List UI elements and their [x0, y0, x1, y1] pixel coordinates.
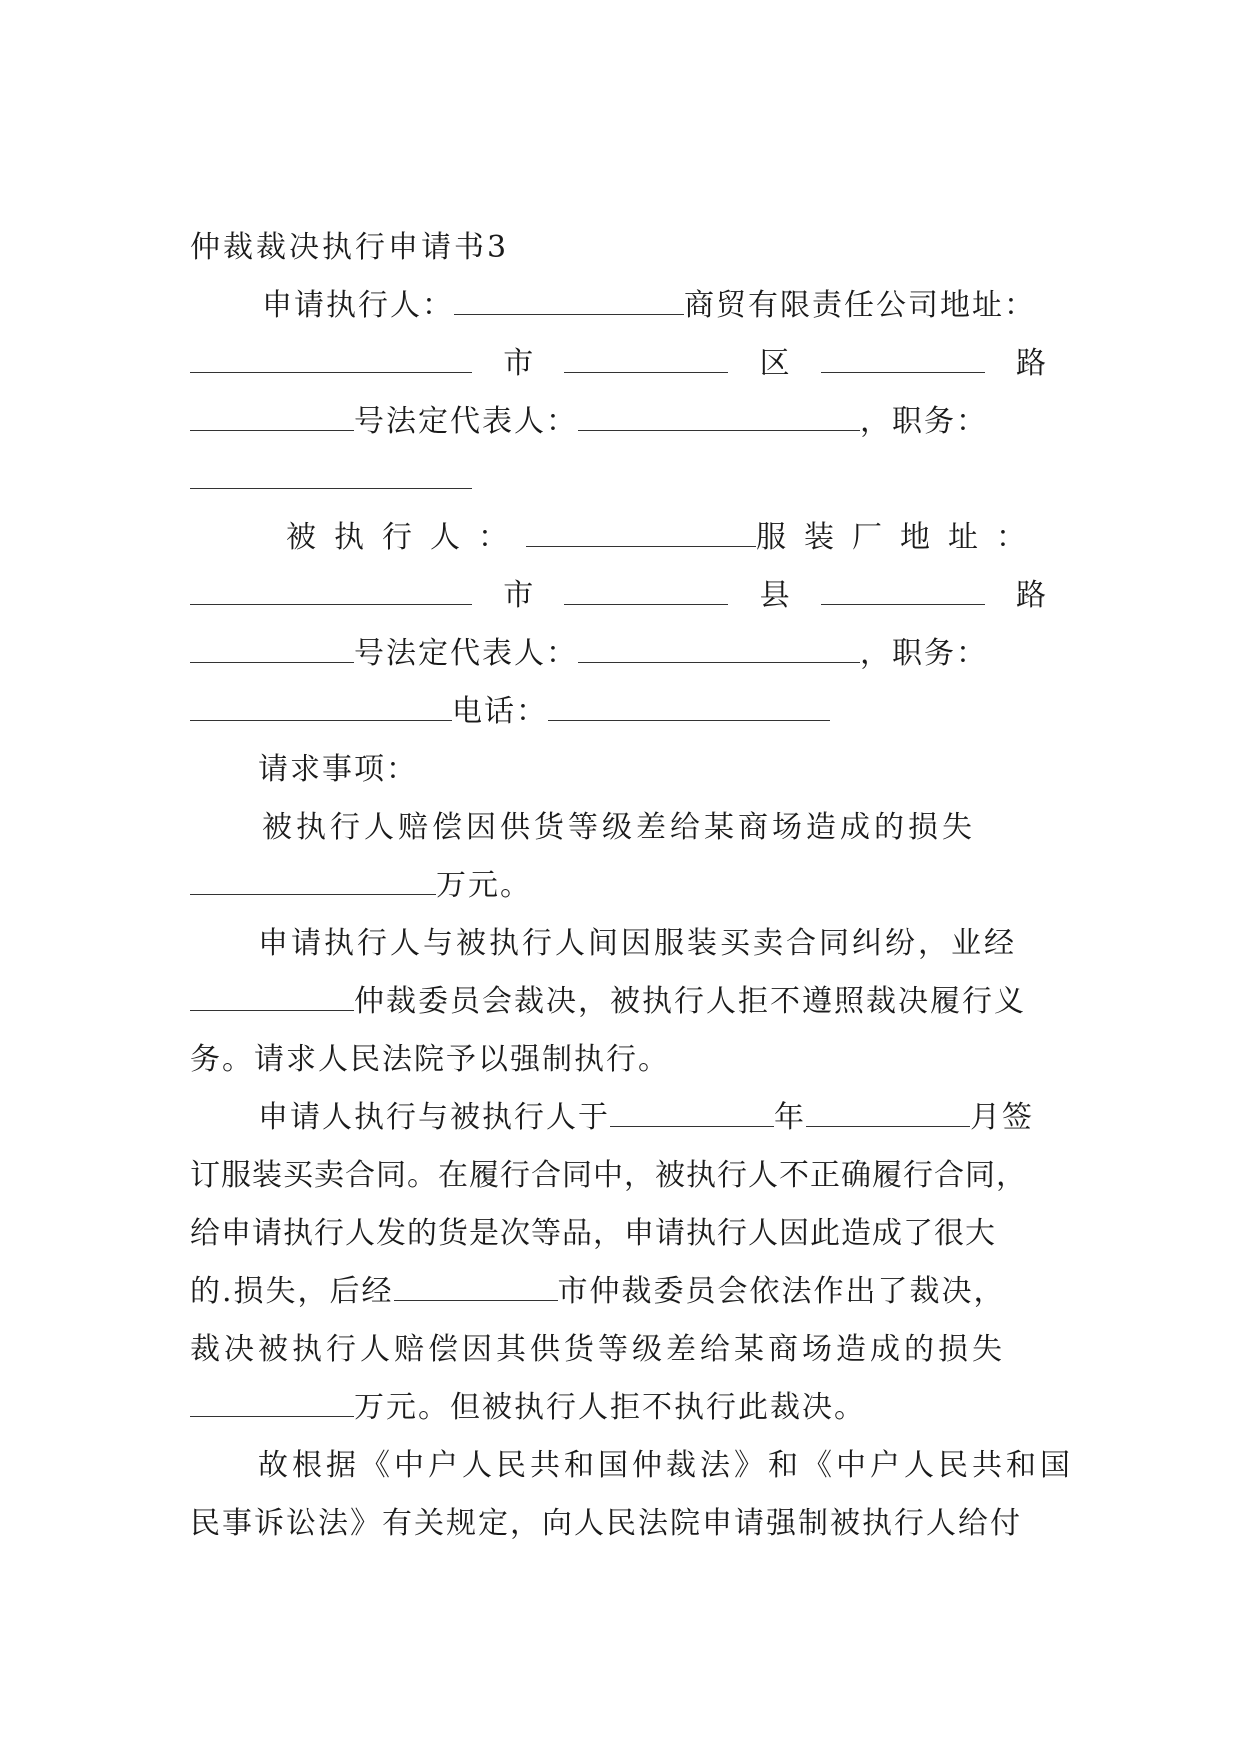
- p2-line6: [190, 1388, 866, 1428]
- p2-line3: 给申请执行人发的货是次等品，申请执行人因此造成了很大: [190, 1216, 996, 1251]
- request-item-1-amount-line: [190, 866, 532, 906]
- city-label: 市: [503, 346, 534, 381]
- amount-blank: [190, 868, 436, 895]
- p2-line5: 裁决被执行人赔偿因其供货等级差给某商场造成的损失: [190, 1332, 1006, 1367]
- road-label: 路: [1015, 346, 1046, 381]
- respondent-city-label: 市: [503, 578, 534, 613]
- year-blank: [610, 1100, 774, 1127]
- p2-amount-blank: [190, 1390, 354, 1417]
- year-label: 年: [774, 1100, 806, 1135]
- p1-line1: 申请执行人与被执行人间因服装买卖合同纠纷，业经: [258, 926, 1017, 961]
- phone-label: 电话：: [452, 694, 548, 729]
- district-blank: [564, 346, 728, 373]
- p2-line6-text: 万元。但被执行人拒不执行此裁决。: [354, 1390, 866, 1425]
- legal-rep-label: 号法定代表人：: [354, 404, 578, 439]
- p3-line2: 民事诉讼法》有关规定，向人民法院申请强制被执行人给付: [190, 1506, 1022, 1541]
- applicant-rep-line: [190, 402, 988, 442]
- applicant-label: 申请执行人：: [262, 288, 454, 323]
- p3-line1: 故根据《中户人民共和国仲裁法》和《中户人民共和国: [258, 1448, 1074, 1483]
- district-label: 区: [759, 346, 790, 381]
- city-arbitration-blank: [394, 1274, 558, 1301]
- respondent-number-blank: [190, 636, 354, 663]
- respondent-legal-rep-label: 号法定代表人：: [354, 636, 578, 671]
- document-title: 仲裁裁决执行申请书3: [190, 230, 510, 265]
- applicant-address-line: [190, 344, 1046, 384]
- respondent-factory: 服装厂地址：: [756, 520, 1044, 555]
- applicant-position-line: [190, 460, 472, 500]
- road-blank: [821, 346, 985, 373]
- position-blank: [190, 462, 472, 489]
- p2-line1-text: 申请人执行与被执行人于: [258, 1100, 610, 1135]
- respondent-position-label: ，职务：: [860, 636, 988, 671]
- respondent-position-blank: [190, 694, 452, 721]
- respondent-line: [286, 518, 1044, 558]
- respondent-rep-line: [190, 634, 988, 674]
- county-blank: [564, 578, 728, 605]
- p1-line2: [190, 982, 1026, 1022]
- number-blank: [190, 404, 354, 431]
- position-label: ，职务：: [860, 404, 988, 439]
- respondent-city-blank: [190, 578, 472, 605]
- respondent-phone-line: [190, 692, 830, 732]
- p1-line3: 务。请求人民法院予以强制执行。: [190, 1042, 670, 1077]
- legal-rep-blank: [578, 404, 860, 431]
- p1-line2-text: 仲裁委员会裁决，被执行人拒不遵照裁决履行义: [354, 984, 1026, 1019]
- month-label: 月签: [970, 1100, 1034, 1135]
- p2-line2: 订服装买卖合同。在履行合同中，被执行人不正确履行合同，: [190, 1158, 1027, 1193]
- p2-line4: [190, 1272, 1006, 1312]
- month-blank: [806, 1100, 970, 1127]
- applicant-line: [262, 286, 1036, 326]
- amount-unit: 万元。: [436, 868, 532, 903]
- p2-line1: [258, 1098, 1034, 1138]
- respondent-address-line: [190, 576, 1046, 616]
- request-heading: 请求事项：: [258, 752, 418, 787]
- applicant-company: 商贸有限责任公司地址：: [684, 288, 1036, 323]
- city-blank: [190, 346, 472, 373]
- county-label: 县: [759, 578, 790, 613]
- request-item-1: 被执行人赔偿因供货等级差给某商场造成的损失: [262, 810, 976, 845]
- arbitration-committee-blank: [190, 984, 354, 1011]
- respondent-road-blank: [821, 578, 985, 605]
- p2-line4-text-a: 的.损失，后经: [190, 1274, 394, 1309]
- respondent-legal-rep-blank: [578, 636, 860, 663]
- respondent-name-blank: [526, 520, 756, 547]
- phone-blank: [548, 694, 830, 721]
- respondent-label: 被执行人：: [286, 520, 526, 555]
- respondent-road-label: 路: [1015, 578, 1046, 613]
- p2-line4-text-b: 市仲裁委员会依法作出了裁决，: [557, 1274, 1006, 1309]
- applicant-name-blank: [454, 288, 684, 315]
